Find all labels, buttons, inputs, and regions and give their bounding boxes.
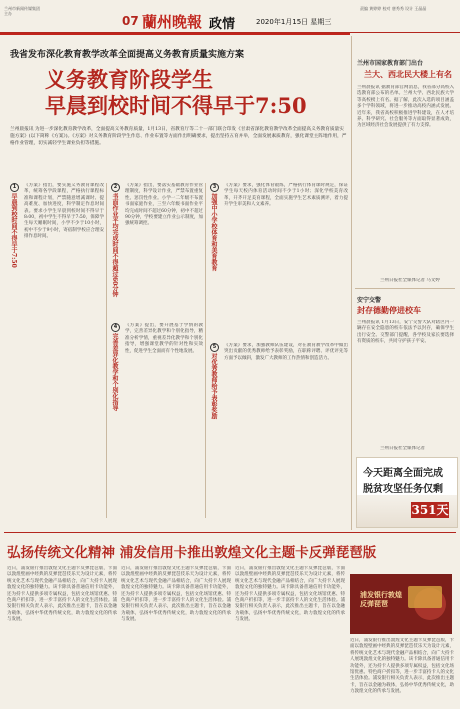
bottom-text-col-3: 近日，浦发银行推出敦煌文化主题卡反弹琵琶版，卡面以敦煌壁画中经典的反弹琵琶伎乐天为设计元素，将传统文化艺术与现代金融产品相结合，向广大持卡人展现敦煌文化的独特魅力。该卡除具备普通信用卡功能外，还为持卡人提供多项专属权益，包括文化场馆优惠、特色商户折扣等，进一步丰富持卡人的文化生活体验。浦发银行相关负责人表示，此次推出主题卡，旨在以金融为载体，弘扬中华优秀传统文化，助力敦煌文化的传承与发展。 xyxy=(235,566,345,623)
column-number-5: 5 xyxy=(210,343,219,352)
column-text-5: 《方案》要求，加强教师队伍建设，对在教育教学改革中做出突出贡献的优秀教师给予表彰奖励，在职称评聘、评优评先等方面予以倾斜，激发广大教师的工作热情和创造活力。 xyxy=(224,343,348,361)
sidebar-news1-title: 兰州市国家教育部门出台 xyxy=(357,60,424,67)
sidebar-rule xyxy=(355,288,455,289)
countdown-line-2: 脱贫攻坚任务仅剩 xyxy=(363,484,443,495)
paper-name: 蘭州晚報 xyxy=(142,13,203,31)
column-number-3: 3 xyxy=(210,183,219,192)
column-number-1: 1 xyxy=(10,183,19,192)
sidebar-news2-text: 兰州晨报讯 1月13日，安宁交警大队对辖区内一辆存在安全隐患的校车依法予以封存，确保学生出行安全。交警部门提醒，各学校及家长要选择有资质的校车，共同守护孩子平安。 xyxy=(357,320,454,345)
card-art-caption xyxy=(360,590,402,608)
sidebar-news1-byline: 兰州日报社全媒体记者 马文婷 xyxy=(380,278,440,283)
main-lead: 兰州晨报讯 为进一步深化教育教学改革，全面提高义务教育质量，1月13日，省教育厅等二十一部门联合印发《甘肃省深化教育教学改革全面提高义务教育质量实施方案》(以下简称《方案》)。《方案》对义务教育阶段学生作息、作业布置等方面作出明确要求，提出坚持五育并举，全面发展素质教育，强化课堂主阵地作用，严格作业管理，切实减轻学生课业负担等措施。 xyxy=(10,127,347,146)
bottom-headline: 弘扬传统文化精神 浦发信用卡推出敦煌文化主题卡反弹琵琶版 xyxy=(7,545,377,561)
sidebar-news1-text: 兰州晨报讯 据教育部官网消息，我省部分高校入选教育部公布的名单。兰州大学、西北民族大学等高校榜上有名。据了解，此次入选的项目涵盖多个学科领域，将进一步推动高校内涵式发展。近年来，我省高校积极推进学科建设，在人才培养、科学研究、社会服务等方面取得显著成效，为区域经济社会发展提供了有力支撑。 xyxy=(357,85,454,129)
card-art-line-1: 浦发银行敦煌 xyxy=(360,590,402,599)
credit-card-photo xyxy=(350,574,452,634)
column-text-4: 《方案》提出，要开展基于学情的教学，完善差异化教学和个别化指导，精准分析学情，重视差异化教学和个别化指导，增强课堂教学的针对性和实效性，促进学生全面而有个性地发展。 xyxy=(125,323,203,354)
poverty-countdown-box xyxy=(356,457,458,528)
section-redbar xyxy=(0,33,350,35)
main-subhead: 我省发布深化教育教学改革全面提高义务教育质量实施方案 xyxy=(10,50,245,60)
headline-line-1: 义务教育阶段学生 xyxy=(45,67,213,92)
editor-credits: 责编 黄婷婷 校对 唐秀秀 设计 王晶晶 xyxy=(360,6,427,11)
bottom-text-col-1: 近日，浦发银行推出敦煌文化主题卡反弹琵琶版，卡面以敦煌壁画中经典的反弹琵琶伎乐天为设计元素，将传统文化艺术与现代金融产品相结合，向广大持卡人展现敦煌文化的独特魅力。该卡除具备普通信用卡功能外，还为持卡人提供多项专属权益，包括文化场馆优惠、特色商户折扣等，进一步丰富持卡人的文化生活体验。浦发银行相关负责人表示，此次推出主题卡，旨在以金融为载体，弘扬中华优秀传统文化，助力敦煌文化的传承与发展。 xyxy=(7,566,117,623)
countdown-line-1: 今天距离全面完成 xyxy=(363,468,443,479)
sidebar-news2-byline: 兰州日报社全媒体记者 xyxy=(380,446,425,451)
headline-line-2: 早晨到校时间不得早于7:50 xyxy=(45,93,307,118)
card-art-line-2: 反弹琵琶 xyxy=(360,599,388,608)
column-title-4: 完善差异化教学和个别化指导 xyxy=(111,333,118,411)
column-text-2: 《方案》指出，要落实基础教育作业管理制度，科学设计作业，严禁布置重复性、惩罚性作业。小学一二年级不布置书面家庭作业，三至六年级书面作业平均完成时间不超过60分钟，初中不超过90分钟，学校要建立作业公示制度，加强统筹调控。 xyxy=(125,183,203,227)
sidebar-divider xyxy=(351,36,352,530)
column-divider xyxy=(106,183,107,518)
bottom-text-col-2: 近日，浦发银行推出敦煌文化主题卡反弹琵琶版，卡面以敦煌壁画中经典的反弹琵琶伎乐天为设计元素，将传统文化艺术与现代金融产品相结合，向广大持卡人展现敦煌文化的独特魅力。该卡除具备普通信用卡功能外，还为持卡人提供多项专属权益，包括文化场馆优惠、特色商户折扣等，进一步丰富持卡人的文化生活体验。浦发银行相关负责人表示，此次推出主题卡，旨在以金融为载体，弘扬中华优秀传统文化，助力敦煌文化的传承与发展。 xyxy=(121,566,231,623)
bottom-story-rule xyxy=(4,532,456,533)
column-text-1: 《方案》指出，要实施义务教育课程改革，统筹各学段课程，严格执行课程标准和课程计划，严禁随意增减课时、提高难度、加快进度，科学制定作息时间表。要求小学生早晨到校时间不得早于8:00，初中学生不得早于7:50，保障学生每天睡眠时间，小学不少于10小时，初中不少于9小时，寄宿制学校应合理安排作息时间。 xyxy=(24,183,104,240)
sidebar-news2-label: 安宁交警 xyxy=(357,297,382,304)
main-headline xyxy=(45,67,307,119)
section-title: 政情 xyxy=(209,17,236,32)
sidebar-news1-subtitle: 兰大、西北民大楼上有名 xyxy=(364,69,452,79)
column-number-4: 4 xyxy=(111,323,120,332)
column-title-2: 书面作业平均完成时间不得超过60分钟 xyxy=(111,193,118,298)
column-text-3: 《方案》要求，强化体育锻炼，严格执行体育课时规定，保证学生每天校内体育活动时间不少于1小时；深化学校美育改革，开齐开足美育课程，全面实施学生艺术素质测评，着力提升学生审美和人文素养。 xyxy=(224,183,348,208)
column-number-2: 2 xyxy=(111,183,120,192)
masthead-publisher: 兰州市新闻传媒集团主办 xyxy=(4,6,40,16)
column-divider xyxy=(205,183,206,518)
issue-date: 2020年1月15日 星期三 xyxy=(256,18,332,26)
column-title-1: 早晨到校时间不得早于7:50 xyxy=(10,193,17,268)
page-number: 07 xyxy=(122,14,139,28)
countdown-days: 351天 xyxy=(411,503,449,517)
bottom-text-col-4: 近日，浦发银行推出敦煌文化主题卡反弹琵琶版，卡面以敦煌壁画中经典的反弹琵琶伎乐天为设计元素，将传统文化艺术与现代金融产品相结合，向广大持卡人展现敦煌文化的独特魅力。该卡除具备普通信用卡功能外，还为持卡人提供多项专属权益，包括文化场馆优惠、特色商户折扣等，进一步丰富持卡人的文化生活体验。浦发银行相关负责人表示，此次推出主题卡，旨在以金融为载体，弘扬中华优秀传统文化，助力敦煌文化的传承与发展。 xyxy=(350,638,454,695)
column-title-5: 对优秀教师给予表彰奖励 xyxy=(210,353,217,419)
sidebar-news2-title: 封存德勤停进校车 xyxy=(357,305,421,315)
column-title-3: 加强中小学校体育和美育教育 xyxy=(210,193,217,271)
